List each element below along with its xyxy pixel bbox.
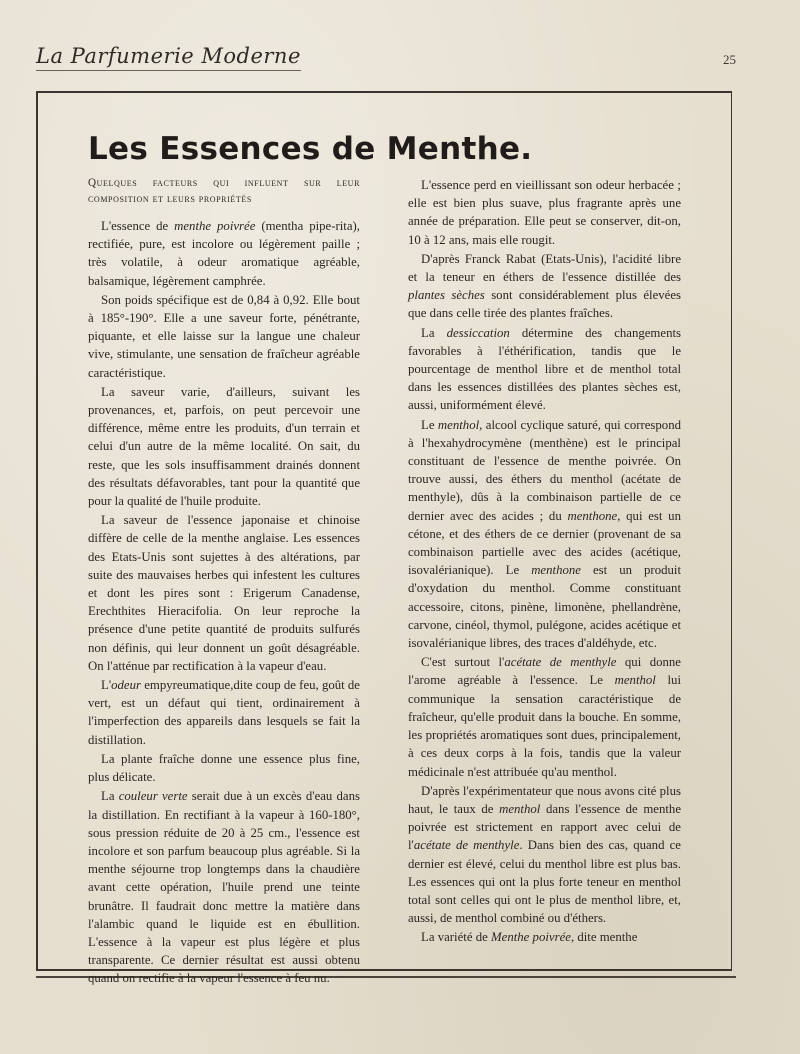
text-run: , alcool cyclique saturé, qui correspond à l'hexahydrocymène (menthène) est le principal constituant de l'essence de menthe poivrée. On trouve aussi, des éthers du menthol (acétate de menthyle), dûs à la combinaison partielle de ce dernier avec des acides ; du: [408, 417, 681, 523]
text-run: L': [101, 678, 112, 693]
text-run: , dite menthe: [570, 930, 638, 945]
running-head: [36, 44, 301, 68]
text-run: L'essence perd en vieillissant son odeur herbacée ; elle est bien plus suave, plus fragrante après une année de préparation. Elle peut se conserver, dit-on, 10 à 12 ans, mais elle rougit.: [408, 178, 681, 247]
magazine-title: La Parfumerie Moderne: [36, 44, 301, 68]
right-column-body: [408, 176, 681, 947]
text-run: dans l'essence de menthe poivrée est strictement en rapport avec celui de l': [408, 801, 682, 853]
italic-run: acétate de menthyle: [413, 838, 520, 853]
text-run: D'après l'expérimentateur que nous avons cité plus haut, le taux de: [408, 783, 681, 816]
paragraph: [408, 416, 681, 653]
text-run: C'est surtout l': [421, 655, 505, 670]
italic-run: dessiccation: [446, 325, 510, 340]
text-run: La saveur varie, d'ailleurs, suivant les provenances, et, parfois, on peut percevoir une différence, même entre les produits, d'un terrain et celui d'un autre de la même localité. On sait, du reste, que les sols insuffisamment drainés donnent des résultats défavorables, tant pour la quantité que pour la qualité de l'huile produite.: [88, 384, 360, 509]
italic-run: menthol: [614, 673, 656, 688]
text-run: La variété de: [421, 930, 491, 945]
text-run: , qui est un cétone, et des éthers de ce dernier (provenant de sa combinaison partielle avec des acides (acétique, isovalérianique). Le: [408, 508, 681, 578]
text-run: serait due à un excès d'eau dans la distillation. En rectifiant à la vapeur à 160-180°, sous pression réduite de 20 à 25 cm., l'essence est incolore et son parfum beaucoup plus agréable. Si la menthe séjourne trop longtemps dans la chaudière avant cette opération, l'huile prend une teinte brunâtre. Il faudrait donc mettre la matière dans l'alambic quand le liquide est en ébullition. L'essence à la vapeur est plus légère et plus transparente. Ce dernier résultat est aussi obtenu quand on rectifie à la vapeur l'essence à feu nu.: [88, 789, 360, 986]
paragraph: [88, 750, 360, 786]
text-run: Le: [421, 417, 438, 432]
paragraph: [408, 250, 681, 323]
italic-run: Menthe poivrée: [490, 930, 571, 945]
paragraph: [88, 787, 360, 987]
italic-run: menthone: [531, 563, 581, 578]
paragraph: [408, 324, 681, 415]
text-run: La saveur de l'essence japonaise et chinoise diffère de celle de la menthe anglaise. Les essences des Etats-Unis sont sujettes à des altérations, par suite des mauvaises herbes qui infestent les cultures et dont les pires sont : Erigerum Canadense, Erechthites Hieracifolia. On leur reproche la présence d'une petite quantité de produits sulfurés non définis, qui leur donnent un goût désagréable. On l'atténue par rectification à la vapeur d'eau.: [88, 513, 360, 673]
page-number: 25: [723, 52, 736, 67]
text-run: . Dans bien des cas, quand ce dernier est élevé, celui du menthol libre est plus bas. Les essences qui ont la plus forte teneur en menthol total sont celles qui ont le plus de menthol libre, et, aussi, de menthol combiné ou d'éthers.: [408, 838, 681, 926]
text-run: (mentha pipe-rita), rectifiée, pure, est incolore ou légèrement paille ; très volatile, à odeur aromatique agréable, balsamique, légèrement camphrée.: [88, 219, 360, 288]
italic-run: menthol: [499, 801, 541, 816]
subheading-line-1: Quelques facteurs qui influent sur leur: [88, 177, 360, 189]
paragraph: [88, 383, 360, 510]
text-run: qui donne l'arome agréable à l'essence. Le: [408, 655, 681, 688]
italic-run: menthe poivrée: [174, 219, 256, 233]
paragraph: [88, 291, 360, 382]
text-run: détermine des changements favorables à l'éthérification, tandis que le pourcentage de menthol libre et de menthol total dans les essences distillées des plantes sèches est, aussi, uniformément élevé.: [408, 325, 682, 413]
paragraph: [88, 217, 360, 290]
paragraph: [408, 176, 681, 249]
article-subheading: [88, 176, 360, 207]
italic-run: plantes sèches: [408, 288, 485, 303]
right-column: [408, 176, 681, 947]
header-rule: [36, 70, 301, 71]
subheading-line-2: composition et leurs propriétés: [88, 192, 252, 205]
text-run: La: [421, 325, 447, 340]
text-run: L'essence de: [101, 219, 175, 233]
italic-run: odeur: [111, 678, 141, 693]
italic-run: menthone: [567, 508, 618, 523]
paragraph: [408, 782, 681, 928]
article-title: Les Essences de Menthe.: [88, 131, 533, 167]
paragraph: [88, 511, 360, 675]
italic-run: menthol: [437, 417, 480, 432]
text-run: Son poids spécifique est de 0,84 à 0,92. Elle bout à 185°-190°. Elle a une saveur forte, pénétrante, piquante, et elle laisse sur la langue une chaleur vive, stimulante, une sensation de fraîcheur agréable caractéristique.: [88, 292, 360, 380]
text-run: lui communique la sensation caractéristique de fraîcheur, qu'elle produit dans la bouche. En somme, les propriétés aromatiques sont dues, principalement, à ces deux corps à la fois, tandis que la valeur médicinale n'est attribuée qu'au menthol.: [408, 673, 681, 779]
italic-run: couleur verte: [118, 789, 188, 804]
left-column: [88, 176, 360, 988]
left-column-body: [88, 217, 360, 988]
text-run: La: [101, 789, 119, 804]
text-run: sont considérablement plus élevées que dans celle tirée des plantes fraîches.: [408, 288, 681, 321]
text-run: La plante fraîche donne une essence plus fine, plus délicate.: [88, 751, 360, 785]
text-run: D'après Franck Rabat (Etats-Unis), l'acidité libre et la teneur en éthers de l'essence distillée des: [408, 251, 681, 285]
paragraph: [88, 676, 360, 749]
italic-run: acétate de menthyle: [504, 655, 617, 670]
paragraph: [408, 653, 681, 780]
text-run: est un produit d'oxydation du menthol. Comme constituant accessoire, citons, pinène, limonène, phellandrène, carvone, cinéol, thymol, pulégone, acides acétique et isovalérianique libres, des traces d'aldéhyde, etc.: [408, 563, 682, 651]
text-run: empyreumatique,dite coup de feu, goût de vert, est un défaut qui tient, ordinairement à l'imperfection des appareils dans lesquels se fait la distillation.: [88, 678, 360, 747]
paragraph: [408, 928, 681, 946]
